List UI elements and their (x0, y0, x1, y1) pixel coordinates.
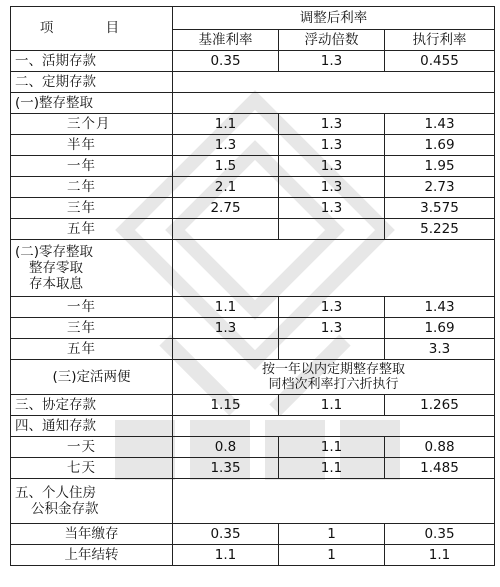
exec-rate: 3.575 (385, 198, 495, 219)
row-label: 二、定期存款 (11, 72, 173, 93)
base-rate: 1.1 (173, 114, 279, 135)
table-row (11, 437, 495, 458)
base-rate: 0.35 (173, 51, 279, 72)
exec-rate: 1.95 (385, 156, 495, 177)
row-label: 三个月 (11, 114, 173, 135)
row-label: 一年 (11, 297, 173, 318)
row-label-line: 整存零取 (29, 260, 83, 276)
table-row (11, 395, 495, 416)
exec-rate: 2.73 (385, 177, 495, 198)
multiplier: 1.3 (279, 318, 385, 339)
row-label: 三年 (11, 318, 173, 339)
note-cell (173, 360, 495, 395)
note-line: 同档次利率打六折执行 (268, 377, 399, 392)
table-row (11, 360, 495, 395)
exec-rate: 1.43 (385, 297, 495, 318)
table-row (11, 297, 495, 318)
empty-cell (173, 479, 495, 524)
base-rate: 2.1 (173, 177, 279, 198)
row-label: 七天 (11, 458, 173, 479)
row-label: 上年结转 (11, 545, 173, 566)
multiplier: 1.1 (279, 395, 385, 416)
multiplier: 1.3 (279, 297, 385, 318)
empty-cell (173, 416, 495, 437)
table-row (11, 135, 495, 156)
row-label: 五年 (11, 339, 173, 360)
base-rate: 1.1 (173, 545, 279, 566)
note-line: 按一年以内定期整存整取 (261, 362, 405, 377)
exec-rate: 1.485 (385, 458, 495, 479)
empty-cell (173, 240, 495, 297)
row-label-line: 存本取息 (29, 276, 83, 292)
base-rate: 1.35 (173, 458, 279, 479)
multiplier: 1.3 (279, 177, 385, 198)
row-label: 一天 (11, 437, 173, 458)
row-label-line: 五、个人住房 (15, 485, 96, 501)
deposit-rate-table (10, 6, 495, 566)
row-label: 二年 (11, 177, 173, 198)
table-row (11, 72, 495, 93)
row-label-line: (二)零存整取 (15, 244, 94, 260)
table-row (11, 416, 495, 437)
row-label: 当年缴存 (11, 524, 173, 545)
table-row (11, 198, 495, 219)
multiplier: 1.3 (279, 51, 385, 72)
base-rate: 0.8 (173, 437, 279, 458)
row-label-line: 公积金存款 (31, 501, 99, 517)
exec-rate: 0.455 (385, 51, 495, 72)
table-row (11, 219, 495, 240)
base-rate-header: 基准利率 (173, 30, 279, 51)
multiplier: 1 (279, 524, 385, 545)
row-label (11, 479, 173, 524)
table-row (11, 240, 495, 297)
table-row (11, 177, 495, 198)
exec-rate: 1.1 (385, 545, 495, 566)
base-rate: 2.75 (173, 198, 279, 219)
header-row (11, 7, 495, 30)
base-rate (173, 339, 279, 360)
exec-rate: 1.265 (385, 395, 495, 416)
table-row (11, 51, 495, 72)
table-row (11, 156, 495, 177)
base-rate: 1.5 (173, 156, 279, 177)
row-label: 三年 (11, 198, 173, 219)
exec-rate: 1.43 (385, 114, 495, 135)
multiplier (279, 339, 385, 360)
exec-rate: 0.88 (385, 437, 495, 458)
table-row (11, 458, 495, 479)
adjusted-rate-header: 调整后利率 (173, 7, 495, 30)
table-row (11, 93, 495, 114)
exec-rate: 1.69 (385, 135, 495, 156)
table-row (11, 318, 495, 339)
multiplier-header: 浮动倍数 (279, 30, 385, 51)
base-rate: 1.1 (173, 297, 279, 318)
table-row (11, 114, 495, 135)
exec-rate: 5.225 (385, 219, 495, 240)
multiplier: 1.1 (279, 458, 385, 479)
row-label (11, 240, 173, 297)
row-label: (一)整存整取 (11, 93, 173, 114)
multiplier: 1.3 (279, 156, 385, 177)
row-label: 四、通知存款 (11, 416, 173, 437)
table-row (11, 524, 495, 545)
multiplier (279, 219, 385, 240)
row-label: 五年 (11, 219, 173, 240)
multiplier: 1.3 (279, 114, 385, 135)
exec-rate: 3.3 (385, 339, 495, 360)
table-row (11, 545, 495, 566)
exec-rate: 1.69 (385, 318, 495, 339)
row-label: 一年 (11, 156, 173, 177)
base-rate (173, 219, 279, 240)
multiplier: 1.3 (279, 198, 385, 219)
base-rate: 1.3 (173, 318, 279, 339)
table-row (11, 479, 495, 524)
table-row (11, 339, 495, 360)
row-label: 三、协定存款 (11, 395, 173, 416)
base-rate: 1.3 (173, 135, 279, 156)
row-label: 一、活期存款 (11, 51, 173, 72)
multiplier: 1.3 (279, 135, 385, 156)
row-label: (三)定活两便 (11, 360, 173, 395)
item-header: 项 目 (11, 7, 173, 51)
exec-rate-header: 执行利率 (385, 30, 495, 51)
base-rate: 0.35 (173, 524, 279, 545)
multiplier: 1 (279, 545, 385, 566)
exec-rate: 0.35 (385, 524, 495, 545)
empty-cell (173, 72, 495, 93)
multiplier: 1.1 (279, 437, 385, 458)
base-rate: 1.15 (173, 395, 279, 416)
row-label: 半年 (11, 135, 173, 156)
empty-cell (173, 93, 495, 114)
